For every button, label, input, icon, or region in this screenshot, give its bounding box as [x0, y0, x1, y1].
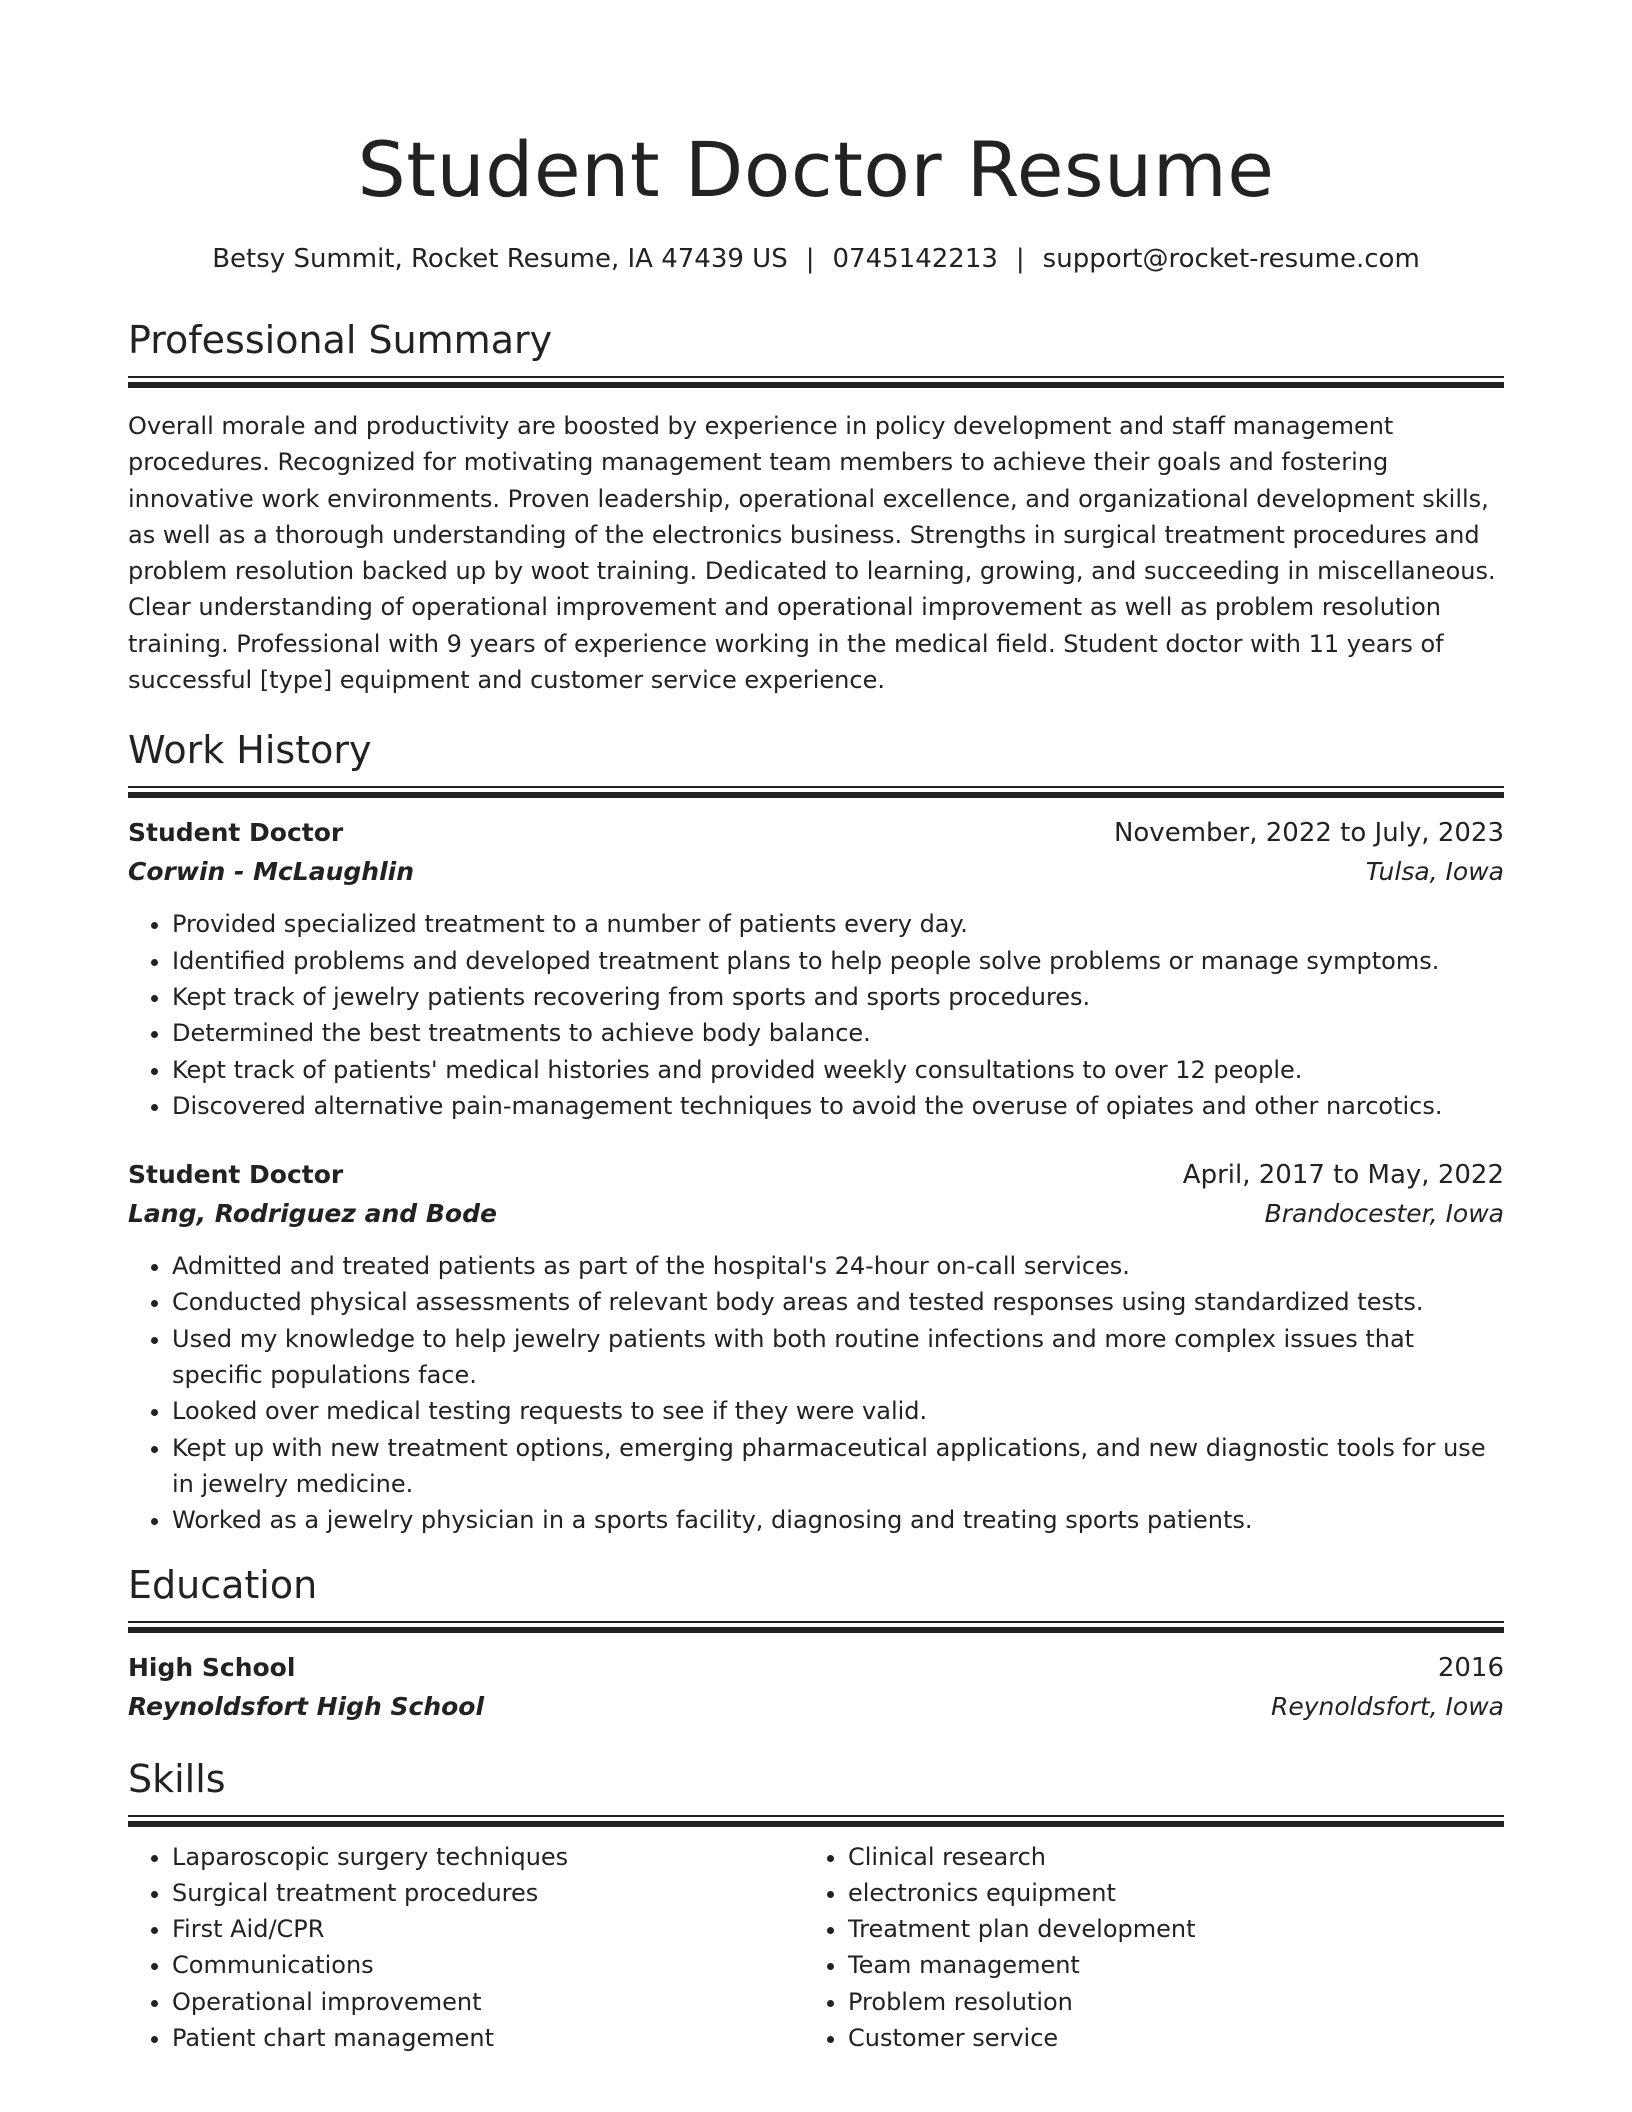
contact-line: [128, 242, 1504, 276]
skills-section: [128, 1755, 1504, 2057]
job-bullets: [128, 906, 1504, 1124]
contact-separator: |: [1015, 244, 1025, 274]
skill-item: • Operational improvement: [172, 1984, 804, 2020]
job-bullet: • Worked as a jewelry physician in a sports facility, diagnosing and treating sports patients.: [172, 1502, 1504, 1538]
contact-address: Betsy Summit, Rocket Resume, IA 47439 US: [212, 244, 788, 274]
job-bullet: • Admitted and treated patients as part of the hospital's 24-hour on-call services.: [172, 1248, 1504, 1284]
education-degree: High School: [128, 1652, 296, 1682]
job-header-row: [128, 1156, 1504, 1194]
job-bullet: • Used my knowledge to help jewelry patients with both routine infections and more complex issues that specific populations face.: [172, 1321, 1504, 1394]
job-company: Corwin - McLaughlin: [128, 857, 415, 887]
job-location: Brandocester, Iowa: [1264, 1199, 1504, 1229]
skills-grid: [128, 1839, 1504, 2057]
job-bullet: • Kept up with new treatment options, emerging pharmaceutical applications, and new diagnostic tools for use in jewelry medicine.: [172, 1430, 1504, 1503]
education-header-row: [128, 1649, 1504, 1687]
skill-item: • Clinical research: [848, 1839, 1480, 1875]
job-bullet: • Kept track of jewelry patients recovering from sports and sports procedures.: [172, 979, 1504, 1015]
skill-item: • electronics equipment: [848, 1875, 1480, 1911]
contact-email[interactable]: support@rocket-resume.com: [1042, 244, 1420, 274]
job-location: Tulsa, Iowa: [1365, 857, 1504, 887]
education-school-row: [128, 1687, 1504, 1727]
job-bullet: • Kept track of patients' medical histories and provided weekly consultations to over 12 people.: [172, 1052, 1504, 1088]
skill-item: • Customer service: [848, 2020, 1480, 2056]
job-dates: November, 2022 to July, 2023: [1113, 818, 1504, 849]
section-divider: [128, 376, 1504, 386]
job-title: Student Doctor: [128, 818, 344, 848]
education-year: 2016: [1437, 1652, 1504, 1683]
section-heading-education: Education: [128, 1562, 318, 1607]
summary-text: Overall morale and productivity are boosted by experience in policy development and staff management procedures. Recognized for motivating management team members to achieve their goals and fostering innovative work environments. Proven leadership, operational excellence, and organizational development skills, as well as a thorough understanding of the electronics business. Strengths in surgical treatment procedures and problem resolution backed up by woot training. Dedicated to learning, growing, and succeeding in miscellaneous. Clear understanding of operational improvement and operational improvement as well as problem resolution training. Professional with 9 years of experience working in the medical field. Student doctor with 11 years of successful [type] equipment and customer service experience.: [128, 412, 1496, 695]
section-heading-work-history: Work History: [128, 728, 372, 773]
section-divider: [128, 786, 1504, 796]
job-bullet: • Discovered alternative pain-management techniques to avoid the overuse of opiates and other narcotics.: [172, 1088, 1504, 1124]
job-bullet: • Determined the best treatments to achieve body balance.: [172, 1015, 1504, 1051]
job-bullets: [128, 1248, 1504, 1538]
resume-page: [128, 0, 1504, 2056]
job-entry: [128, 1156, 1504, 1538]
skill-item: • Team management: [848, 1947, 1480, 1983]
skill-item: • Surgical treatment procedures: [172, 1875, 804, 1911]
job-header-row: [128, 814, 1504, 852]
job-company-row: [128, 1194, 1504, 1234]
skills-column-left: [128, 1839, 804, 2057]
work-history-section: [128, 726, 1504, 1538]
skill-item: • Problem resolution: [848, 1984, 1480, 2020]
education-section: [128, 1561, 1504, 1727]
section-divider: [128, 1815, 1504, 1825]
job-bullet: • Conducted physical assessments of relevant body areas and tested responses using standardized tests.: [172, 1284, 1504, 1320]
skills-list: [804, 1839, 1480, 2057]
section-divider: [128, 1621, 1504, 1631]
skills-column-right: [804, 1839, 1480, 2057]
summary-section: [128, 316, 1504, 698]
section-heading-summary: Professional Summary: [128, 318, 553, 362]
education-entry: [128, 1649, 1504, 1727]
skills-list: [128, 1839, 804, 2057]
education-location: Reynoldsfort, Iowa: [1270, 1691, 1504, 1721]
section-heading-skills: Skills: [128, 1756, 226, 1801]
contact-separator: |: [805, 244, 815, 274]
skill-item: • Laparoscopic surgery techniques: [172, 1839, 804, 1875]
job-bullet: • Provided specialized treatment to a number of patients every day.: [172, 906, 1504, 942]
skill-item: • Communications: [172, 1947, 804, 1983]
job-bullet: • Identified problems and developed treatment plans to help people solve problems or manage symptoms.: [172, 943, 1504, 979]
job-company-row: [128, 852, 1504, 892]
education-school: Reynoldsfort High School: [128, 1691, 485, 1721]
contact-phone: 0745142213: [832, 244, 998, 274]
job-dates: April, 2017 to May, 2022: [1182, 1160, 1504, 1191]
resume-title: Student Doctor Resume: [357, 125, 1275, 214]
job-bullet: • Looked over medical testing requests to see if they were valid.: [172, 1393, 1504, 1429]
skill-item: • Patient chart management: [172, 2020, 804, 2056]
skill-item: • First Aid/CPR: [172, 1911, 804, 1947]
job-entry: [128, 814, 1504, 1124]
job-title: Student Doctor: [128, 1160, 344, 1190]
job-company: Lang, Rodriguez and Bode: [128, 1199, 497, 1229]
skill-item: • Treatment plan development: [848, 1911, 1480, 1947]
